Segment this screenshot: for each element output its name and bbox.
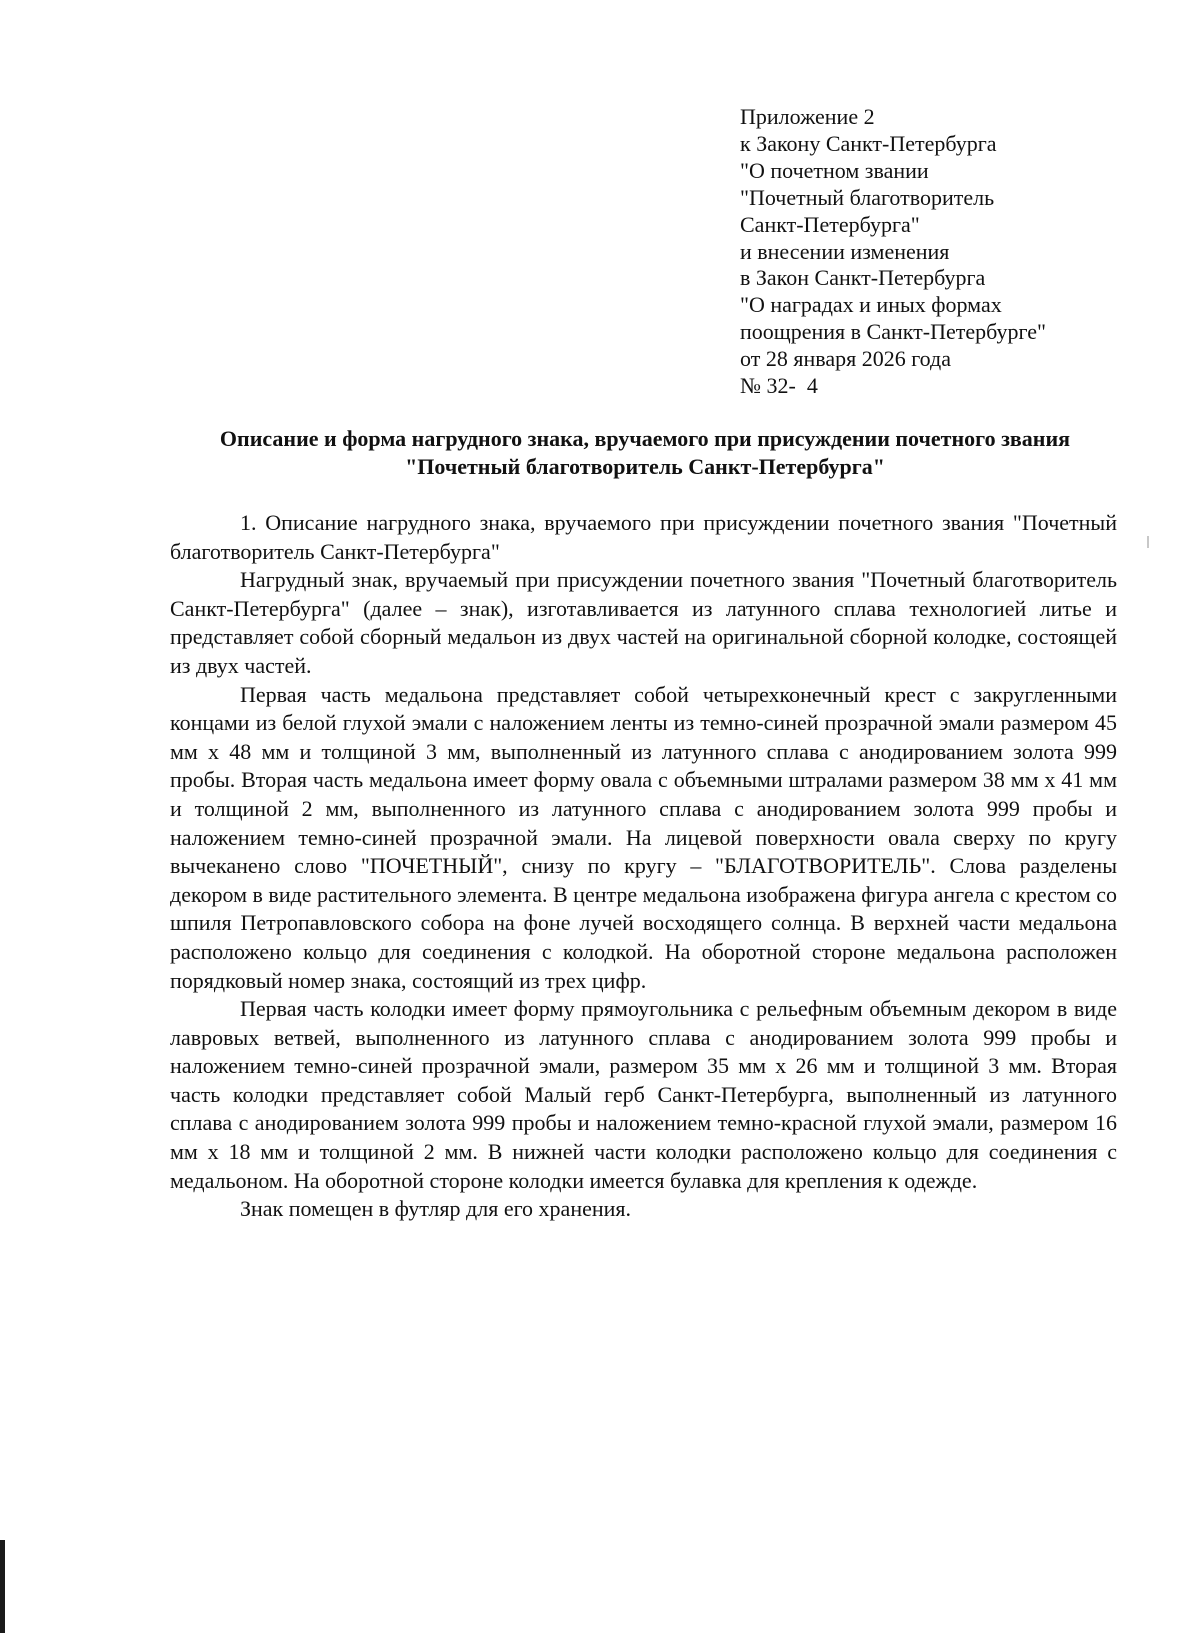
appendix-line: и внесении изменения [740,238,950,264]
title-line-2: "Почетный благотворитель Санкт-Петербурга" [405,454,885,479]
appendix-header [740,104,1160,400]
appendix-line: "Почетный благотворитель [740,184,995,210]
appendix-line: в Закон Санкт-Петербурга [740,265,986,291]
appendix-line: № 32- 4 [740,373,818,399]
appendix-line: к Закону Санкт-Петербурга [740,130,997,156]
title-line-1: Описание и форма нагрудного знака, вручаемого при присуждении почетного звания [219,426,1071,451]
appendix-line: "О почетном звании [740,157,929,183]
section-heading-paragraph: 1. Описание нагрудного знака, вручаемого при присуждении почетного звания "Почетный благотворитель Санкт-Петербурга" [170,510,1117,564]
appendix-line: Санкт-Петербурга" [740,211,920,237]
document-title [150,425,1140,481]
document-body [170,509,1117,1224]
body-paragraph: Первая часть медальона представляет собой четырехконечный крест с закругленными концами из белой глухой эмали с наложением ленты из темно-синей прозрачной эмали размером 45 мм х 48 мм и толщиной 3 мм, выполненный из латунного сплава с анодированием золота 999 пробы. Вторая часть медальона имеет форму овала с объемными штралами размером 38 мм х 41 мм и толщиной 2 мм, выполненного из латунного сплава с анодированием золота 999 пробы и наложением темно-синей прозрачной эмали. На лицевой поверхности овала сверху по кругу вычеканено слово "ПОЧЕТНЫЙ", снизу по кругу – "БЛАГОТВОРИТЕЛЬ". Слова разделены декором в виде растительного элемента. В центре медальона изображена фигура ангела с крестом со шпиля Петропавловского собора на фоне лучей восходящего солнца. В верхней части медальона расположено кольцо для соединения с колодкой. На оборотной стороне медальона расположен порядковый номер знака, состоящий из трех цифр. [170,681,1117,993]
appendix-line: "О наградах и иных формах [740,292,1002,318]
appendix-line: Приложение 2 [740,104,875,129]
body-paragraph: Первая часть колодки имеет форму прямоугольника с рельефным объемным декором в виде лавровых ветвей, выполненного из латунного сплава с анодированием золота 999 пробы и наложением темно-синей прозрачной эмали, размером 35 мм х 26 мм и толщиной 3 мм. Вторая часть колодки представляет собой Малый герб Санкт-Петербурга, выполненный из латунного сплава с анодированием золота 999 пробы и наложением темно-красной глухой эмали, размером 16 мм х 18 мм и толщиной 2 мм. В нижней части колодки расположено кольцо для соединения с медальоном. На оборотной стороне колодки имеется булавка для крепления к одежде. [170,996,1117,1193]
appendix-line: поощрения в Санкт-Петербурге" [740,319,1046,345]
body-paragraph: Нагрудный знак, вручаемый при присуждении почетного звания "Почетный благотворитель Санкт-Петербурга" (далее – знак), изготавливается из латунного сплава технологией литье и представляет собой сборный медальон из двух частей на оригинальной сборной колодке, состоящей из двух частей. [170,567,1117,678]
scan-speck [1147,536,1149,548]
body-paragraph: Знак помещен в футляр для его хранения. [240,1196,632,1222]
appendix-line: от 28 января 2026 года [740,346,951,372]
scan-edge-mark [0,1540,5,1633]
